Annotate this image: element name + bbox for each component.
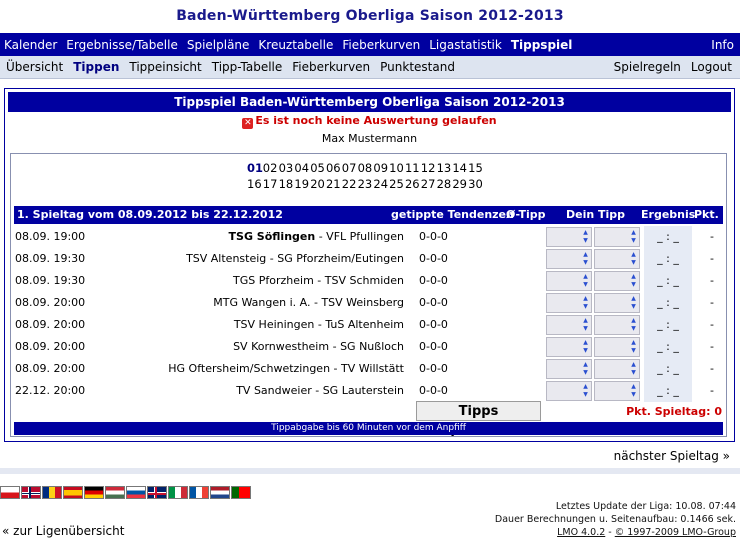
deadline-note: Tippabgabe bis 60 Minuten vor dem Anpfiff (14, 422, 723, 435)
match-date: 08.09. 19:30 (15, 252, 86, 265)
flag-it-icon[interactable] (168, 486, 188, 499)
tip-away-input[interactable] (594, 271, 640, 291)
lmo-version-link[interactable]: LMO 4.0.2 (557, 527, 606, 538)
points-matchday: Pkt. Spieltag: 0 (626, 405, 722, 418)
tip-away-input[interactable] (594, 227, 640, 247)
match-points: - (710, 230, 714, 243)
match-date: 08.09. 19:00 (15, 230, 86, 243)
match-teams: TGS Pforzheim - TSV Schmiden (233, 274, 404, 287)
match-teams: SV Kornwestheim - SG Nußloch (233, 340, 404, 353)
match-date: 08.09. 20:00 (15, 362, 86, 375)
tip-away-input[interactable] (594, 381, 640, 401)
header-ergebnis: Ergebnis (641, 208, 696, 221)
tendencies: 0-0-0 (419, 340, 448, 353)
spieltag-link[interactable]: 25 (389, 177, 404, 191)
tendencies: 0-0-0 (419, 384, 448, 397)
away-team: SG Nußloch (340, 340, 404, 353)
back-to-league-overview[interactable]: « zur Ligenübersicht (2, 524, 125, 538)
spieltag-link[interactable]: 01 (247, 161, 264, 175)
subnav-logout[interactable]: Logout (690, 60, 732, 74)
table-row (14, 380, 723, 402)
away-team: TV Willstätt (341, 362, 404, 375)
nav-ergebnisse-tabelle[interactable]: Ergebnisse/Tabelle (66, 37, 178, 52)
tip-away-input[interactable] (594, 359, 640, 379)
nav-info[interactable]: Info (711, 37, 734, 52)
home-team: TV Sandweier (236, 384, 312, 397)
subnav-tippen[interactable]: Tippen (73, 60, 120, 74)
tippspiel-panel (4, 88, 735, 442)
spinner-arrows-icon[interactable]: ▲ ▼ (631, 361, 636, 376)
league-info: Letztes Update der Liga: 10.08. 07:44 Dauer Berechnungen u. Seitenaufbau: 0.1466 sek. LMO 4.0.2 - © 1997-2009 LMO-Group (494, 501, 736, 538)
spieltag-box (10, 153, 727, 437)
subnav-tipp-tabelle[interactable]: Tipp-Tabelle (211, 60, 283, 74)
tendencies: 0-0-0 (419, 274, 448, 287)
match-points: - (710, 384, 714, 397)
spieltag-link[interactable]: 21 (325, 177, 341, 191)
spieltag-link[interactable]: 09 (373, 161, 389, 175)
nav-kreuztabelle[interactable]: Kreuztabelle (258, 37, 334, 52)
tippspiel-header: Tippspiel Baden-Württemberg Oberliga Saison 2012-2013 (8, 92, 731, 112)
spieltag-link[interactable]: 27 (420, 177, 436, 191)
tip-away-input[interactable] (594, 293, 640, 313)
spinner-arrows-icon[interactable]: ▲ ▼ (583, 229, 588, 244)
spieltag-link[interactable]: 15 (468, 161, 483, 175)
away-team: VFL Pfullingen (326, 230, 404, 243)
match-teams: TSV Heiningen - TuS Altenheim (233, 318, 404, 331)
spieltag-navigation (247, 160, 507, 192)
spinner-arrows-icon[interactable]: ▲ ▼ (631, 273, 636, 288)
match-points: - (710, 362, 714, 375)
spieltag-link[interactable]: 05 (310, 161, 325, 175)
tip-away-input[interactable] (594, 315, 640, 335)
last-update: Letztes Update der Liga: 10.08. 07:44 (555, 501, 736, 512)
header-dein-tipp: Dein Tipp (566, 208, 626, 221)
match-teams: TSG Söflingen - VFL Pfullingen (228, 230, 404, 243)
table-row (14, 358, 723, 380)
spieltag-link[interactable]: 16 (247, 177, 262, 191)
match-points: - (710, 252, 714, 265)
tip-home-input[interactable] (546, 381, 592, 401)
header-spieltag: 1. Spieltag vom 08.09.2012 bis 22.12.2012 (17, 208, 283, 221)
spinner-arrows-icon[interactable]: ▲ ▼ (583, 251, 588, 266)
warning-text: Es ist noch keine Auswertung gelaufen (255, 114, 497, 127)
spieltag-link[interactable]: 30 (468, 177, 483, 191)
subnav-tippeinsicht[interactable]: Tippeinsicht (129, 60, 202, 74)
home-team: SV Kornwestheim (233, 340, 330, 353)
table-row (14, 226, 723, 248)
spieltag-link[interactable]: 20 (310, 177, 325, 191)
tip-away-input[interactable] (594, 249, 640, 269)
match-date: 08.09. 20:00 (15, 318, 86, 331)
flag-pt-icon[interactable] (231, 486, 251, 499)
nav-ligastatistik[interactable]: Ligastatistik (429, 37, 502, 52)
spieltag-link[interactable]: 28 (436, 177, 452, 191)
spieltag-link[interactable]: 14 (452, 161, 467, 175)
flag-no-icon[interactable] (21, 486, 41, 499)
match-result: _ : _ (644, 248, 692, 270)
match-result: _ : _ (644, 336, 692, 358)
flag-es-icon[interactable] (63, 486, 83, 499)
match-result: _ : _ (644, 314, 692, 336)
subnav-spielregeln[interactable]: Spielregeln (613, 60, 681, 74)
header-otipp: Ø-Tipp (506, 208, 546, 221)
calc-time: Dauer Berechnungen u. Seitenaufbau: 0.1466 sek. (494, 514, 736, 525)
header-pkt: Pkt. (694, 208, 719, 221)
table-row (14, 270, 723, 292)
lmo-copyright-link[interactable]: © 1997-2009 LMO-Group (614, 527, 736, 538)
spieltag-link[interactable]: 26 (404, 177, 420, 191)
save-tips-button[interactable]: Tipps (416, 401, 541, 421)
home-team: HG Oftersheim/Schwetzingen (168, 362, 331, 375)
away-team: TSV Schmiden (324, 274, 404, 287)
nav-fieberkurven[interactable]: Fieberkurven (342, 37, 421, 52)
tip-home-input[interactable] (546, 293, 592, 313)
spieltag-link[interactable]: 19 (294, 177, 310, 191)
match-teams: MTG Wangen i. A. - TSV Weinsberg (213, 296, 404, 309)
flag-de-icon[interactable] (84, 486, 104, 499)
language-flags (0, 486, 252, 499)
spinner-arrows-icon[interactable]: ▲ ▼ (631, 295, 636, 310)
tip-home-input[interactable] (546, 359, 592, 379)
flag-fr-icon[interactable] (189, 486, 209, 499)
home-team: TGS Pforzheim (233, 274, 314, 287)
tip-home-input[interactable] (546, 315, 592, 335)
tendencies: 0-0-0 (419, 362, 448, 375)
match-result: _ : _ (644, 380, 692, 402)
tip-home-input[interactable] (546, 271, 592, 291)
flag-nl-icon[interactable] (210, 486, 230, 499)
away-team: TSV Weinsberg (321, 296, 404, 309)
nav-kalender[interactable]: Kalender (4, 37, 58, 52)
home-team: TSG Söflingen (228, 230, 316, 243)
match-date: 08.09. 19:30 (15, 274, 86, 287)
spieltag-link[interactable]: 17 (262, 177, 278, 191)
spieltag-link[interactable]: 06 (325, 161, 341, 175)
tip-away-input[interactable] (594, 337, 640, 357)
match-teams: HG Oftersheim/Schwetzingen - TV Willstätt (168, 362, 404, 375)
sub-nav (0, 56, 740, 79)
error-icon: ✕ (244, 118, 252, 128)
match-result: _ : _ (644, 270, 692, 292)
next-matchday-link[interactable]: nächster Spieltag » (613, 449, 730, 463)
main-nav (0, 33, 740, 56)
flag-hu-icon[interactable] (105, 486, 125, 499)
away-team: SG Lauterstein (322, 384, 404, 397)
away-team: TuS Altenheim (325, 318, 404, 331)
spieltag-link[interactable]: 24 (373, 177, 389, 191)
spieltag-link[interactable]: 03 (278, 161, 294, 175)
match-teams: TSV Altensteig - SG Pforzheim/Eutingen (186, 252, 404, 265)
away-team: SG Pforzheim/Eutingen (277, 252, 404, 265)
spieltag-link[interactable]: 08 (357, 161, 373, 175)
spinner-arrows-icon[interactable]: ▲ ▼ (583, 295, 588, 310)
spieltag-link[interactable]: 18 (278, 177, 294, 191)
spinner-arrows-icon[interactable]: ▲ ▼ (631, 251, 636, 266)
spinner-arrows-icon[interactable]: ▲ ▼ (583, 339, 588, 354)
nav-tippspiel[interactable]: Tippspiel (510, 37, 573, 52)
flag-si-icon[interactable] (126, 486, 146, 499)
spinner-arrows-icon[interactable]: ▲ ▼ (583, 317, 588, 332)
home-team: MTG Wangen i. A. (213, 296, 311, 309)
table-header (14, 206, 723, 224)
spieltag-link[interactable]: 12 (420, 161, 436, 175)
match-teams: TV Sandweier - SG Lauterstein (236, 384, 404, 397)
spieltag-link[interactable]: 07 (341, 161, 357, 175)
tendencies: 0-0-0 (419, 230, 448, 243)
home-team: TSV Altensteig (186, 252, 267, 265)
table-row (14, 314, 723, 336)
home-team: TSV Heiningen (233, 318, 315, 331)
spieltag-link[interactable]: 13 (436, 161, 452, 175)
match-points: - (710, 296, 714, 309)
tip-home-input[interactable] (546, 337, 592, 357)
match-points: - (710, 318, 714, 331)
spinner-arrows-icon[interactable]: ▲ ▼ (583, 361, 588, 376)
tip-home-input[interactable] (546, 227, 592, 247)
match-points: - (710, 274, 714, 287)
tip-home-input[interactable] (546, 249, 592, 269)
spieltag-link[interactable]: 23 (357, 177, 373, 191)
flag-cz-icon[interactable] (0, 486, 20, 499)
spinner-arrows-icon[interactable]: ▲ ▼ (631, 383, 636, 398)
user-name: Max Mustermann (321, 132, 418, 145)
match-result: _ : _ (644, 226, 692, 248)
spieltag-link[interactable]: 04 (294, 161, 310, 175)
match-points: - (710, 340, 714, 353)
nav-spielplaene[interactable]: Spielpläne (186, 37, 250, 52)
divider (0, 468, 740, 474)
table-row (14, 292, 723, 314)
tendencies: 0-0-0 (419, 252, 448, 265)
match-date: 08.09. 20:00 (15, 340, 86, 353)
warning-message (5, 112, 734, 129)
match-date: 22.12. 20:00 (15, 384, 86, 397)
spieltag-link[interactable]: 10 (389, 161, 404, 175)
spieltag-link[interactable]: 22 (341, 177, 357, 191)
match-result: _ : _ (644, 358, 692, 380)
match-date: 08.09. 20:00 (15, 296, 86, 309)
flag-ro-icon[interactable] (42, 486, 62, 499)
table-row (14, 248, 723, 270)
subnav-uebersicht[interactable]: Übersicht (6, 60, 64, 74)
spieltag-link[interactable]: 02 (262, 161, 278, 175)
spinner-arrows-icon[interactable]: ▲ ▼ (583, 383, 588, 398)
spinner-arrows-icon[interactable]: ▲ ▼ (631, 317, 636, 332)
spieltag-link[interactable]: 11 (404, 161, 420, 175)
tendencies: 0-0-0 (419, 318, 448, 331)
spieltag-link[interactable]: 29 (452, 177, 467, 191)
table-row (14, 336, 723, 358)
header-tendenzen: getippte Tendenzen (391, 208, 514, 221)
spinner-arrows-icon[interactable]: ▲ ▼ (631, 229, 636, 244)
spinner-arrows-icon[interactable]: ▲ ▼ (583, 273, 588, 288)
subnav-fieberkurven[interactable]: Fieberkurven (292, 60, 371, 74)
tendencies: 0-0-0 (419, 296, 448, 309)
flag-gb-icon[interactable] (147, 486, 167, 499)
page-title: Baden-Württemberg Oberliga Saison 2012-2013 (0, 0, 740, 33)
match-result: _ : _ (644, 292, 692, 314)
spinner-arrows-icon[interactable]: ▲ ▼ (631, 339, 636, 354)
subnav-punktestand[interactable]: Punktestand (380, 60, 455, 74)
